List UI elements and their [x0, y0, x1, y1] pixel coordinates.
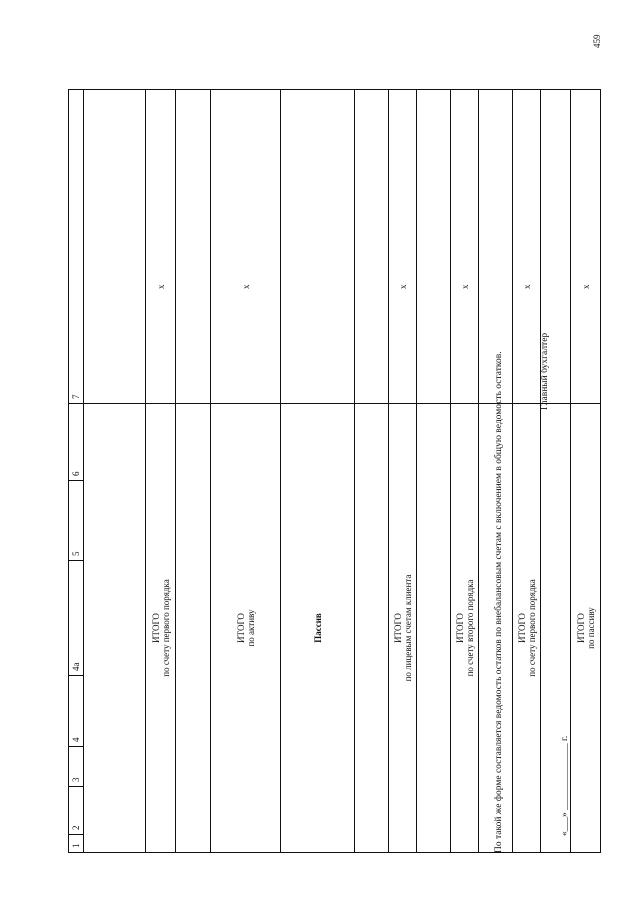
total-subtitle: по пассиву [585, 607, 596, 649]
x-mark-cell [355, 90, 389, 404]
total-subtitle: по счету первого порядка [526, 579, 537, 677]
chief-accountant-label: Главный бухгалтер [540, 332, 550, 410]
total-row [571, 90, 601, 853]
x-mark-cell: x [571, 90, 601, 404]
footnote: По такой же форме составляется ведомость остатков по внебалансовым счетам с включением в общую ведомость остатков. [494, 351, 504, 853]
total-title: ИТОГО [392, 613, 403, 643]
section-row [281, 90, 355, 853]
x-mark-cell [417, 90, 451, 404]
total-subtitle: по счету первого порядка [160, 579, 171, 677]
total-title: ИТОГО [454, 613, 465, 643]
x-mark-cell [84, 90, 146, 404]
total-row [513, 90, 541, 853]
table-row [355, 90, 389, 853]
total-row [389, 90, 417, 853]
total-label-cell [513, 404, 541, 853]
empty-cell [355, 404, 389, 853]
total-subtitle: по лицевым счетам клиента [402, 574, 413, 682]
total-label-cell [451, 404, 479, 853]
x-mark-cell: x [451, 90, 479, 404]
x-mark-cell: x [513, 90, 541, 404]
total-label-cell [389, 404, 417, 853]
column-header: 7 [69, 90, 84, 404]
total-row [451, 90, 479, 853]
total-title: ИТОГО [516, 613, 527, 643]
column-header: 3 [69, 747, 84, 787]
empty-cell [84, 404, 146, 853]
column-header: 5 [69, 481, 84, 561]
x-mark-cell [176, 90, 211, 404]
column-header: 4а [69, 561, 84, 676]
x-mark-cell: x [146, 90, 176, 404]
total-label-cell [146, 404, 176, 853]
date-line: «___» ______________ г. [560, 735, 570, 836]
total-title: ИТОГО [575, 613, 586, 643]
total-title: ИТОГО [235, 613, 246, 643]
table-body [84, 90, 601, 853]
section-title: Пассив [281, 404, 355, 853]
column-header-row [69, 90, 84, 853]
x-mark-cell [281, 90, 355, 404]
column-header: 2 [69, 787, 84, 835]
column-header: 1 [69, 835, 84, 853]
total-label-cell [211, 404, 281, 853]
table-row [176, 90, 211, 853]
column-header: 6 [69, 404, 84, 481]
total-subtitle: по активу [245, 609, 256, 647]
total-subtitle: по счету второго порядка [464, 579, 475, 677]
empty-cell [417, 404, 451, 853]
x-mark-cell: x [389, 90, 417, 404]
total-title: ИТОГО [150, 613, 161, 643]
table-row [84, 90, 146, 853]
balance-statement-table [68, 89, 601, 853]
table-row [417, 90, 451, 853]
total-label-cell [571, 404, 601, 853]
empty-cell [176, 404, 211, 853]
x-mark-cell: x [211, 90, 281, 404]
total-row [211, 90, 281, 853]
page-number: 459 [592, 34, 602, 48]
column-header: 4 [69, 676, 84, 747]
total-row [146, 90, 176, 853]
